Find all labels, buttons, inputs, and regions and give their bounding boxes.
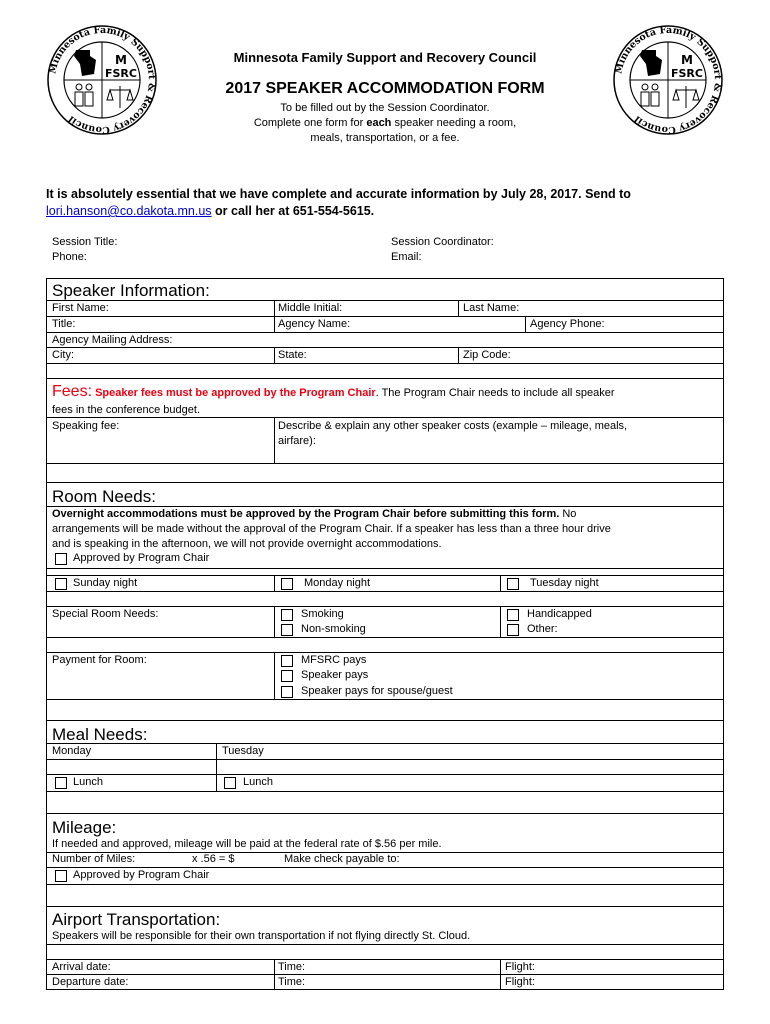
- departure-flight-field[interactable]: Flight:: [505, 976, 535, 988]
- org-name: Minnesota Family Support and Recovery Council: [233, 50, 537, 65]
- meal-monday-label: Monday: [52, 745, 92, 757]
- meal-needs-heading: Meal Needs:: [52, 725, 148, 744]
- non-smoking-checkbox[interactable]: [281, 624, 293, 636]
- handicapped-checkbox[interactable]: [507, 609, 519, 621]
- session-coordinator-label: Session Coordinator:: [391, 236, 494, 248]
- airport-heading: Airport Transportation:: [52, 910, 221, 929]
- monday-lunch-label: Lunch: [73, 776, 103, 788]
- email-label: Email:: [391, 251, 422, 263]
- speaking-fee-field[interactable]: Speaking fee:: [52, 420, 120, 432]
- room-note-line-3: and is speaking in the afternoon, we will not provide overnight accommodations.: [52, 538, 442, 550]
- room-note-line-2: arrangements will be made without the approval of the Program Chair. If a speaker has less than a three hour drive: [52, 523, 611, 535]
- room-needs-heading: Room Needs:: [52, 487, 156, 506]
- middle-initial-field[interactable]: Middle Initial:: [278, 302, 343, 314]
- mfsrc-pays-checkbox[interactable]: [281, 655, 293, 667]
- fees-note-line-2: fees in the conference budget.: [52, 404, 200, 416]
- room-note: Overnight accommodations must be approved by the Program Chair before submitting this form. No: [52, 508, 577, 520]
- room-approved-checkbox[interactable]: [55, 553, 67, 565]
- session-title-label: Session Title:: [52, 236, 118, 248]
- speaker-pays-checkbox[interactable]: [281, 670, 293, 682]
- airport-note: Speakers will be responsible for their own transportation if not flying directly St. Cloud.: [52, 930, 471, 942]
- other-costs-field[interactable]: Describe & explain any other speaker costs (example – mileage, meals,: [278, 420, 628, 432]
- mileage-heading: Mileage:: [52, 818, 117, 837]
- tuesday-lunch-checkbox[interactable]: [224, 777, 236, 789]
- smoking-label: Smoking: [301, 608, 344, 620]
- title-field[interactable]: Title:: [52, 318, 76, 330]
- arrival-time-field[interactable]: Time:: [278, 961, 306, 973]
- room-approved-label: Approved by Program Chair: [73, 552, 210, 564]
- logo-ring-text: Minnesota Family Support & Recovery Council: [613, 24, 724, 136]
- mileage-rate-field[interactable]: x .56 = $: [192, 853, 235, 865]
- logo-ring-text: Minnesota Family Support & Recovery Council: [47, 24, 158, 136]
- intro-text: It is absolutely essential that we have complete and accurate information by July 28, 2017. Send to lori.hanson@co.dakota.mn.us or call her at 651-554-5615.: [46, 187, 631, 218]
- mileage-approved-checkbox[interactable]: [55, 870, 67, 882]
- zip-field[interactable]: Zip Code:: [463, 349, 511, 361]
- first-name-field[interactable]: First Name:: [52, 302, 109, 314]
- check-payable-field[interactable]: Make check payable to:: [284, 853, 400, 865]
- non-smoking-label: Non-smoking: [301, 623, 366, 635]
- mailing-address-field[interactable]: Agency Mailing Address:: [52, 334, 173, 346]
- last-name-field[interactable]: Last Name:: [463, 302, 520, 314]
- mileage-approved-label: Approved by Program Chair: [73, 869, 210, 881]
- arrival-date-field[interactable]: Arrival date:: [52, 961, 111, 973]
- monday-night-label: Monday night: [304, 577, 371, 589]
- agency-name-field[interactable]: Agency Name:: [278, 318, 351, 330]
- meal-tuesday-label: Tuesday: [222, 745, 264, 757]
- monday-night-checkbox[interactable]: [281, 578, 293, 590]
- city-field[interactable]: City:: [52, 349, 74, 361]
- form-title: 2017 SPEAKER ACCOMMODATION FORM: [225, 80, 545, 97]
- fees-note: Fees: Speaker fees must be approved by the Program Chair. The Program Chair needs to include all speaker: [52, 383, 615, 400]
- other-checkbox[interactable]: [507, 624, 519, 636]
- subtitle-line-3: meals, transportation, or a fee.: [310, 132, 460, 144]
- tuesday-night-label: Tuesday night: [530, 577, 599, 589]
- email-link[interactable]: lori.hanson@co.dakota.mn.us: [46, 204, 212, 218]
- spouse-pays-label: Speaker pays for spouse/guest: [301, 685, 453, 697]
- logo-abbr: FSRC: [671, 67, 703, 80]
- agency-phone-field[interactable]: Agency Phone:: [530, 318, 605, 330]
- tuesday-night-checkbox[interactable]: [507, 578, 519, 590]
- tuesday-lunch-label: Lunch: [243, 776, 273, 788]
- logo-abbr: FSRC: [105, 67, 137, 80]
- number-of-miles-field[interactable]: Number of Miles:: [52, 853, 136, 865]
- monday-lunch-checkbox[interactable]: [55, 777, 67, 789]
- sunday-night-checkbox[interactable]: [55, 578, 67, 590]
- departure-time-field[interactable]: Time:: [278, 976, 306, 988]
- other-costs-line-2: airfare):: [278, 435, 316, 447]
- phone-label: Phone:: [52, 251, 87, 263]
- smoking-checkbox[interactable]: [281, 609, 293, 621]
- other-label: Other:: [527, 623, 558, 635]
- handicapped-label: Handicapped: [527, 608, 592, 620]
- logo-m: M: [681, 53, 693, 67]
- sunday-night-label: Sunday night: [73, 577, 138, 589]
- mileage-note: If needed and approved, mileage will be paid at the federal rate of $.56 per mile.: [52, 838, 442, 850]
- subtitle-line-1: To be filled out by the Session Coordinator.: [280, 102, 490, 114]
- arrival-flight-field[interactable]: Flight:: [505, 961, 535, 973]
- state-field[interactable]: State:: [278, 349, 307, 361]
- special-room-needs-label: Special Room Needs:: [52, 608, 159, 620]
- speaker-info-heading: Speaker Information:: [52, 281, 210, 300]
- mfsrc-pays-label: MFSRC pays: [301, 654, 367, 666]
- speaker-pays-label: Speaker pays: [301, 669, 369, 681]
- departure-date-field[interactable]: Departure date:: [52, 976, 129, 988]
- subtitle-line-2: Complete one form for each speaker needing a room,: [253, 117, 517, 129]
- spouse-pays-checkbox[interactable]: [281, 686, 293, 698]
- payment-for-room-label: Payment for Room:: [52, 654, 147, 666]
- logo-m: M: [115, 53, 127, 67]
